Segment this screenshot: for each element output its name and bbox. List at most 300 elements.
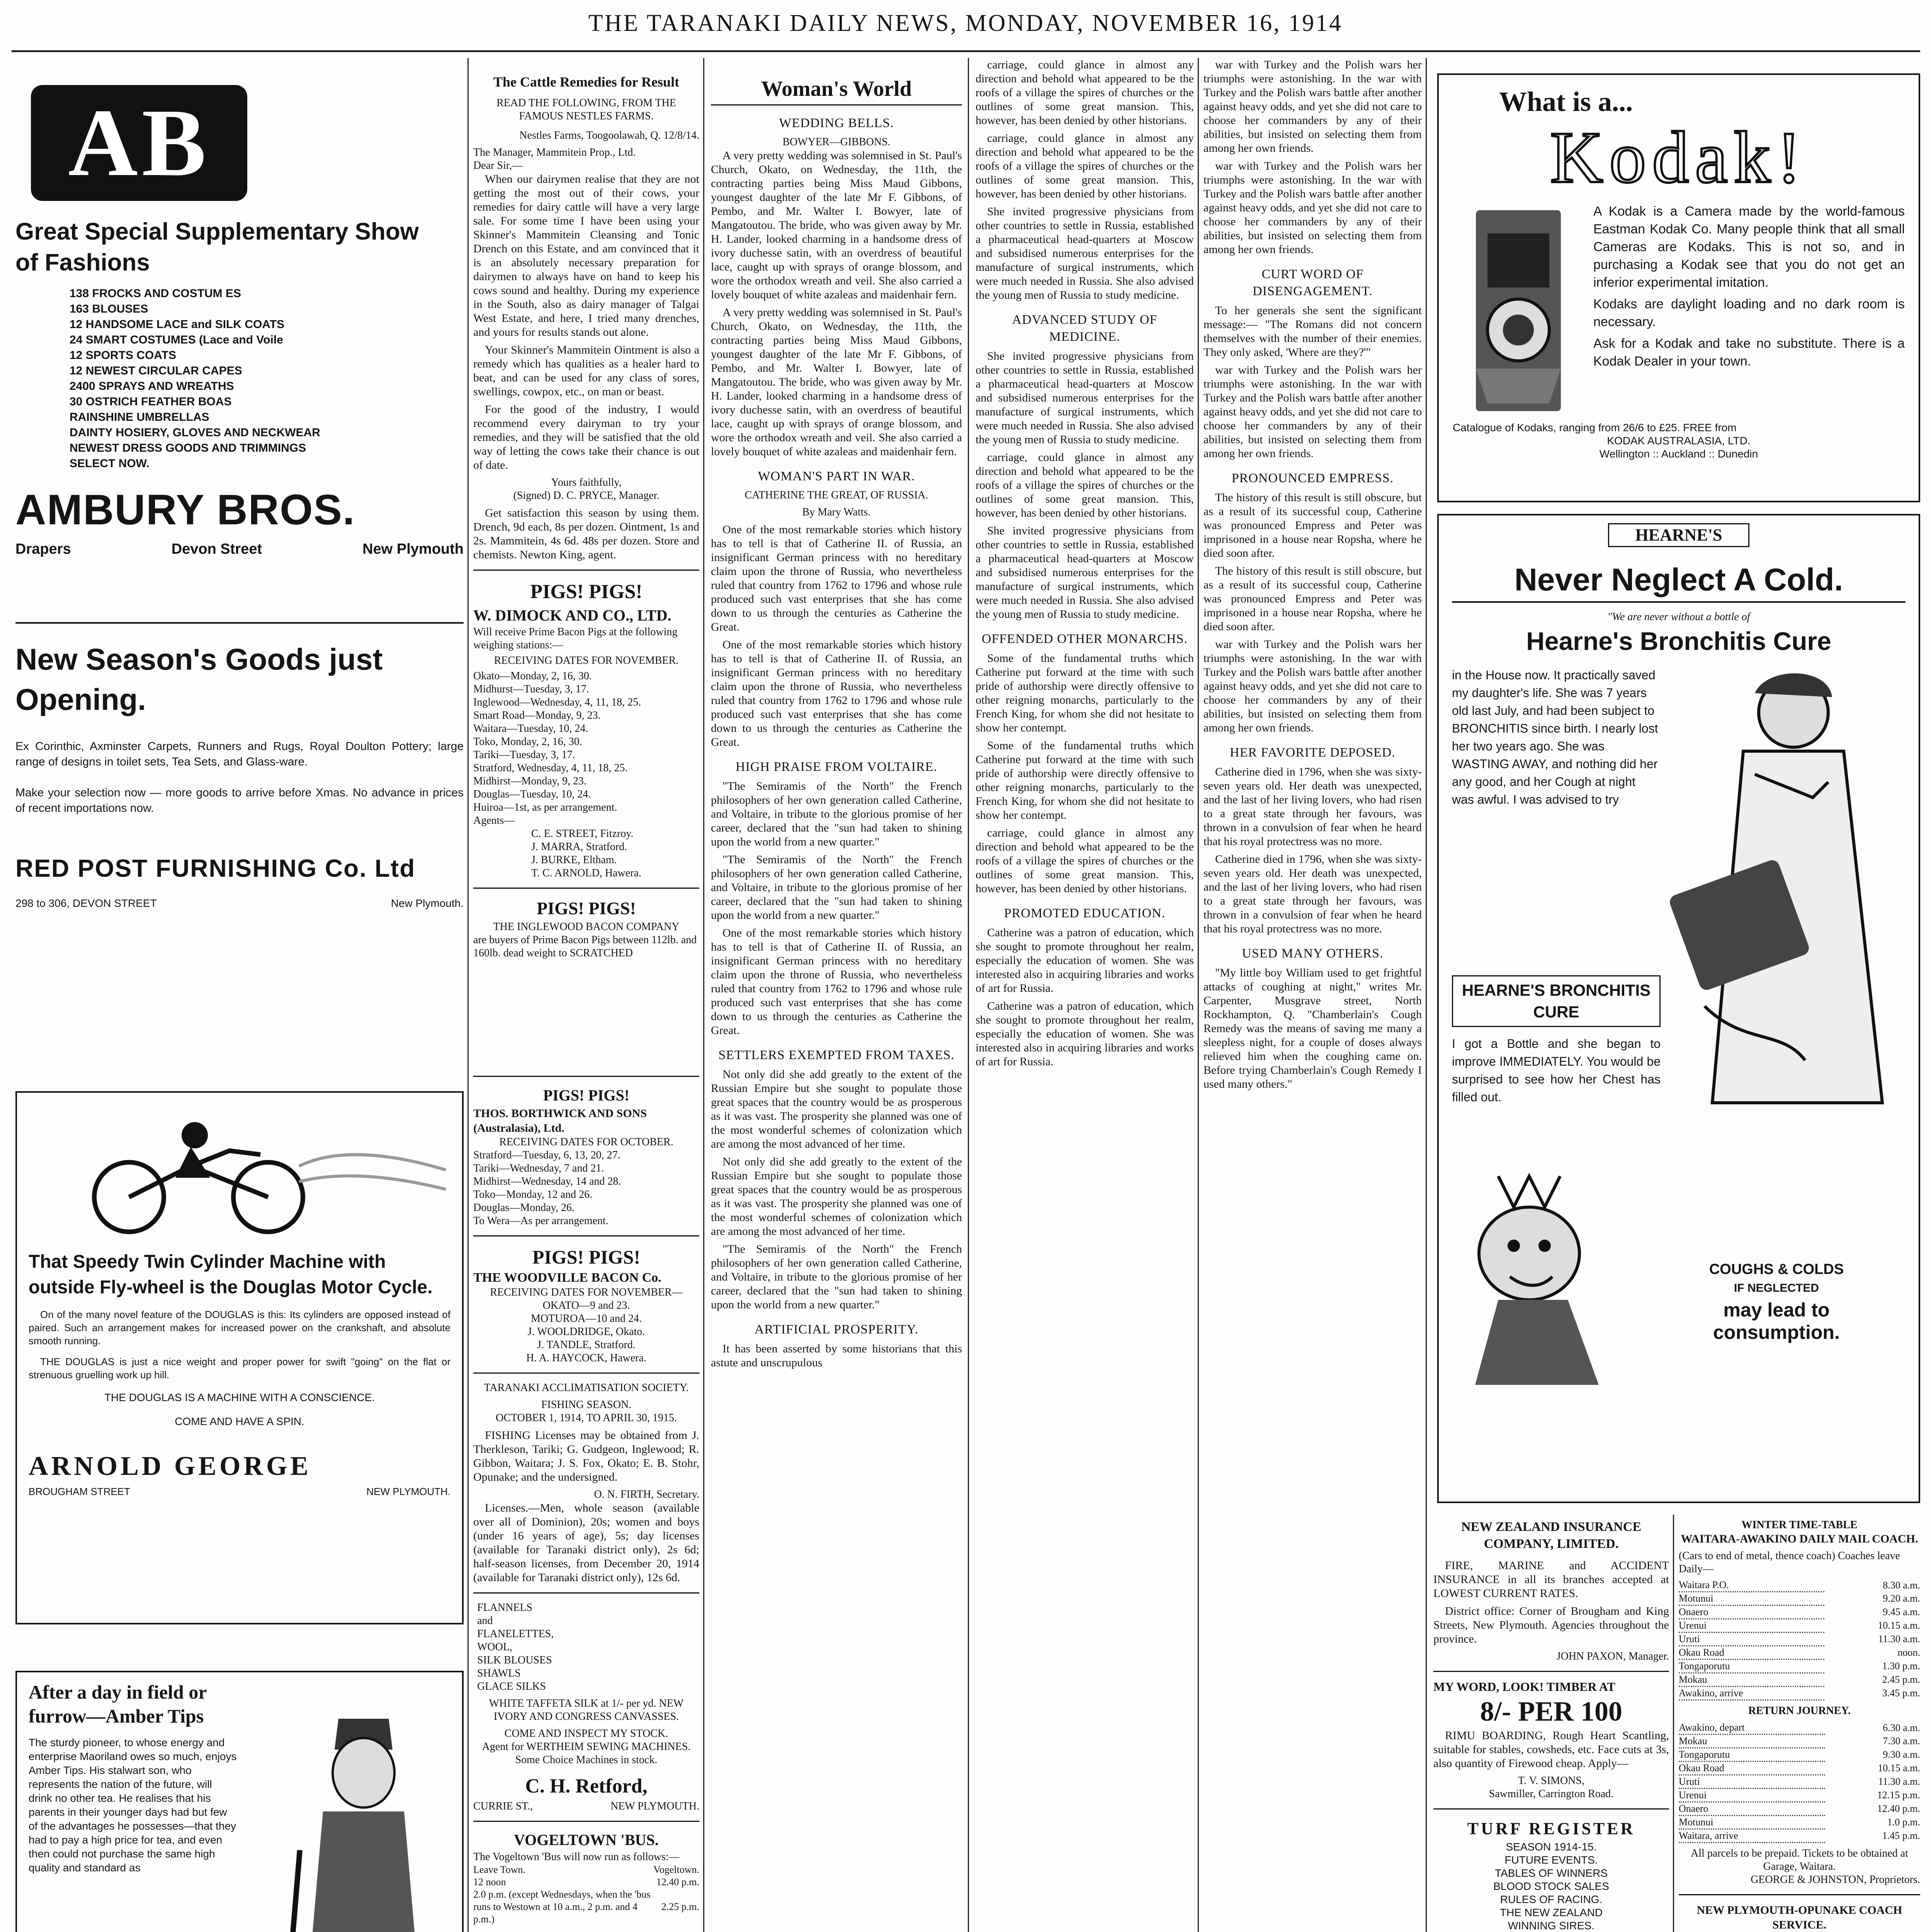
ambury-addr: Devon Street	[171, 541, 262, 557]
kodak-body: A Kodak is a Camera made by the world-famous Eastman Kodak Co. Many people think that all small Cameras are Kodaks. This is not so, and in purchasing a Kodak see that you do not get an inferior experimental imitation.	[1593, 204, 1905, 290]
section-heading: CURT WORD OF DISENGAGEMENT.	[1253, 267, 1373, 298]
table-cell: 8.30 a.m.	[1883, 1579, 1920, 1591]
table-cell: 6.30 a.m.	[1883, 1722, 1920, 1733]
table-cell: 2.0 p.m. (except Wednesdays, when the 'bus runs to Westown at 10 a.m., 2 p.m. and 4 p.m.)	[473, 1889, 651, 1925]
ab-logo-text: AB	[68, 89, 210, 196]
kodak-body: Kodaks are daylight loading and no dark room is necessary.	[1593, 297, 1905, 329]
fishing-dates: OCTOBER 1, 1914, TO APRIL 30, 1915.	[496, 1412, 677, 1424]
timber-head: MY WORD, LOOK! TIMBER AT	[1433, 1680, 1615, 1694]
arnold-addr: NEW PLYMOUTH.	[366, 1486, 450, 1497]
retford-item: FLANNELS	[477, 1602, 533, 1614]
column-2	[473, 73, 699, 1932]
womans-world-title: Woman's World	[711, 73, 962, 105]
douglas-headline: That Speedy Twin Cylinder Machine with outside Fly-wheel is the Douglas Motor Cycle.	[29, 1252, 433, 1298]
ambury-name: AMBURY BROS.	[15, 486, 355, 534]
vogeltown-body: The Vogeltown 'Bus will now run as follows:—	[473, 1851, 680, 1863]
hearnes-body: in the House now. It practically saved my daughter's life. She was 7 years old last July, and had been subject to BRONCHITIS since birth. I nearly lost her two years ago. She was WASTING AWAY, and nothing did her any good, and her Cough at night was awful. I was advised to try	[1452, 668, 1658, 806]
divider	[1679, 1894, 1920, 1895]
hearnes-box-body: I got a Bottle and she began to improve IMMEDIATELY. You would be surprised to see how her Chest has filled out.	[1452, 1037, 1661, 1104]
pigs-borthwick-advert	[473, 1085, 699, 1228]
table-cell: 11.30 a.m.	[1878, 1776, 1920, 1787]
table-row	[1679, 1605, 1920, 1619]
ab-item: 12 SPORTS COATS	[70, 349, 177, 362]
kodak-advert	[1437, 73, 1920, 502]
table-row	[1679, 1673, 1920, 1687]
fishing-body: FISHING Licenses may be obtained from J. Therkleson, Tariki; G. Gudgeon, Inglewood; R. Gibbon, Waitara; J. S. Fox, Okato; E. B. Stohr, Opunake; and the undersigned.	[473, 1429, 699, 1483]
article-para: carriage, could glance in almost any direction and behold what appeared to be the roofs of a village the spires of churches or the outlines of some great mansion. This, however, has been denied by other historians.	[976, 132, 1194, 200]
divider	[1433, 1808, 1669, 1810]
pigs-head: PIGS! PIGS!	[530, 581, 643, 603]
section-subheading: BOWYER—GIBBONS.	[782, 136, 891, 148]
column-rule	[1673, 1515, 1674, 1932]
hearnes-coughs-line: COUGHS & COLDS	[1709, 1261, 1844, 1277]
retford-silk: WHITE TAFFETA SILK at 1/- per yd. NEW IVORY AND CONGRESS CANVASSES.	[489, 1697, 684, 1723]
table-cell: Uruti	[1679, 1633, 1824, 1646]
kodak-cities: Wellington :: Auckland :: Dunedin	[1599, 448, 1758, 460]
divider	[473, 888, 699, 889]
table-row	[1679, 1802, 1920, 1816]
table-cell: 3.45 p.m.	[1882, 1687, 1920, 1699]
retford-agent: Agent for WERTHEIM SEWING MACHINES. Some Choice Machines in stock.	[482, 1741, 691, 1766]
section-heading: PROMOTED EDUCATION.	[1004, 906, 1166, 920]
hearnes-coughs-line: may lead to consumption.	[1713, 1299, 1840, 1343]
table-cell: 2.25 p.m.	[661, 1901, 699, 1912]
retford-item: FLANELETTES,	[477, 1628, 554, 1640]
timetable-route: WAITARA-AWAKINO DAILY MAIL COACH.	[1681, 1532, 1918, 1545]
table-row	[1679, 1660, 1920, 1673]
table-cell: Vogeltown.	[653, 1864, 699, 1875]
column-rule	[1426, 58, 1427, 1932]
article-para: To her generals she sent the significant message:— "The Romans did not concern themselves with the number of their enemies. They only asked, 'Where are they?'"	[1203, 304, 1422, 359]
table-cell: Tongaporutu	[1679, 1660, 1824, 1673]
table-cell: Mokau	[1679, 1673, 1824, 1687]
timetable-parcel: All parcels to be prepaid. Tickets to be obtained at Garage, Waitara.	[1691, 1847, 1908, 1872]
timetable-return-table	[1679, 1721, 1920, 1843]
ab-item: 12 HANDSOME LACE and SILK COATS	[70, 318, 285, 331]
douglas-body: On of the many novel feature of the DOUGLAS is this: Its cylinders are opposed instead of paired. Such an arrangement makes for increased power on the crankshaft, and absolute smooth running.	[29, 1309, 450, 1347]
pigs-station: MOTUROA—10 and 24.	[531, 1313, 642, 1325]
table-row	[1679, 1687, 1920, 1700]
column-4	[976, 58, 1194, 1932]
table-cell: Motunui	[1679, 1816, 1825, 1829]
hearnes-sub: "We are never without a bottle of	[1607, 611, 1750, 623]
lower-right-column-b	[1679, 1519, 1920, 1932]
table-cell: 12.40 p.m.	[656, 1876, 699, 1888]
divider	[473, 1821, 699, 1822]
pigs-station: Huiroa—1st, as per arrangement.	[473, 801, 617, 813]
lower-right-column-a	[1433, 1519, 1669, 1932]
pigs-agent: J. MARRA, Stratford.	[531, 841, 627, 853]
divider	[473, 1592, 699, 1594]
ab-item: 24 SMART COSTUMES (Lace and Voile	[70, 333, 283, 346]
table-cell: Mokau	[1679, 1735, 1825, 1748]
kodak-firm: KODAK AUSTRALASIA, LTD.	[1607, 435, 1751, 447]
table-cell: Leave Town.	[473, 1864, 525, 1875]
cattle-title: The Cattle Remedies for Result	[493, 74, 680, 90]
douglas-advert	[15, 1091, 464, 1624]
timetable-out	[1679, 1579, 1920, 1701]
table-cell: 9.30 a.m.	[1883, 1749, 1920, 1760]
timetable-return: RETURN JOURNEY.	[1748, 1705, 1851, 1717]
table-cell: Motunui	[1679, 1592, 1824, 1605]
red-post-name: RED POST FURNISHING Co. Ltd	[15, 854, 416, 882]
table-row	[1679, 1789, 1920, 1802]
fishing-licenses: Licenses.—Men, whole season (available over all of Dominion), 20s; women and boys (under 16 years of age), 5s; day licenses (available for Taranaki district only), 2s 6d; half-season licenses, from December 20, 1914 (available for Taranaki district only), 12s 6d.	[473, 1502, 699, 1584]
nz-insurance-title: NEW ZEALAND INSURANCE COMPANY, LIMITED.	[1461, 1520, 1641, 1551]
vogeltown-head: VOGELTOWN 'BUS.	[514, 1831, 659, 1849]
article-para: Catherine was a patron of education, which she sought to promote throughout her realm, especially the education of women. She was interested also in acquiring libraries and works of art for Russia.	[976, 1000, 1194, 1068]
article-para: Catherine died in 1796, when she was sixty-seven years old. Her death was unexpected, and the last of her living lovers, who had risen to a great state through her favours, was thrown in a convulsion of fear when he heard that his royal protectress was no more.	[1203, 765, 1422, 848]
ab-item: 138 FROCKS AND COSTUM ES	[70, 287, 241, 300]
table-cell: noon.	[1897, 1647, 1920, 1658]
douglas-line: THE DOUGLAS is just a nice weight and proper power for swift "going" on the flat or strenuous gruelling work up hill.	[29, 1356, 450, 1381]
table-row	[1679, 1829, 1920, 1843]
turf-line: THE NEW ZEALAND	[1499, 1906, 1603, 1918]
divider	[1433, 1671, 1669, 1672]
pigs-agent: J. BURKE, Eltham.	[531, 854, 617, 866]
article-byline: By Mary Watts.	[802, 506, 871, 518]
motorcycle-illustration	[29, 1100, 450, 1240]
pigs-lead: Will receive Prime Bacon Pigs at the following weighing stations:—	[473, 626, 678, 651]
pigs-station: Stratford, Wednesday, 4, 11, 18, 25.	[473, 762, 628, 774]
cattle-para: For the good of the industry, I would recommend every dairyman to try your remedies, and they will be satisfied that the old way of letting the cows take their chance is out of date.	[473, 403, 699, 471]
pigs-dates: RECEIVING DATES FOR NOVEMBER.	[494, 655, 679, 667]
table-row	[1679, 1619, 1920, 1633]
hearnes-box	[1452, 975, 1661, 1110]
hearnes-box-title: HEARNE'S BRONCHITIS CURE	[1452, 975, 1661, 1027]
turf-line: TABLES OF WINNERS	[1495, 1867, 1608, 1879]
pigs-agent: C. E. STREET, Fitzroy.	[531, 828, 634, 840]
pigs-head: PIGS! PIGS!	[537, 898, 636, 918]
amber-headline: After a day in field or furrow—Amber Tips	[29, 1681, 207, 1727]
timetable-title: WINTER TIME-TABLE	[1741, 1519, 1858, 1531]
article-para: The history of this result is still obscure, but as a result of its successful coup, Catherine was pronounced Empress and Peter was imprisoned in a house near Ropsha, where he died soon after.	[1203, 565, 1422, 633]
devil-illustration	[1452, 1153, 1661, 1393]
table-cell: 2.45 p.m.	[1882, 1674, 1920, 1685]
ab-item: RAINSHINE UMBRELLAS	[70, 411, 209, 423]
article-para: carriage, could glance in almost any direction and behold what appeared to be the roofs of a village the spires of churches or the outlines of some great mansion. This, however, has been denied by other historians.	[976, 827, 1194, 895]
section-heading: WOMAN'S PART IN WAR.	[758, 469, 915, 483]
retford-name: C. H. Retford,	[525, 1775, 648, 1797]
cattle-addr: Nestles Farms, Toogoolawah, Q. 12/8/14.	[519, 129, 699, 141]
column-1	[15, 73, 464, 1932]
ab-item: 30 OSTRICH FEATHER BOAS	[70, 395, 232, 408]
pigs-station: Tariki—Tuesday, 3, 17.	[473, 749, 575, 761]
fishing-notice	[473, 1381, 699, 1585]
arnold-george-name: ARNOLD GEORGE	[29, 1451, 312, 1481]
kodak-body: Ask for a Kodak and take no substitute. There is a Kodak Dealer in your town.	[1593, 336, 1905, 369]
retford-advert	[473, 1601, 699, 1813]
article-para: The history of this result is still obscure, but as a result of its successful coup, Catherine was pronounced Empress and Peter was imprisoned in a house near Ropsha, where he died soon after.	[1203, 491, 1422, 560]
pigs-agent: J. TANDLE, Stratford.	[537, 1339, 636, 1351]
pigs-station: Toko, Monday, 2, 16, 30.	[473, 736, 582, 748]
pigs-agent: H. A. HAYCOCK, Hawera.	[526, 1352, 646, 1364]
table-cell: Onaero	[1679, 1605, 1824, 1619]
table-cell: Uruti	[1679, 1775, 1825, 1789]
pigs-firm: THE INGLEWOOD BACON COMPANY	[493, 921, 680, 933]
section-heading: HER FAVORITE DEPOSED.	[1230, 745, 1396, 760]
timber-price: 8/- PER 100	[1480, 1696, 1622, 1727]
retford-addr: CURRIE ST.,	[473, 1800, 533, 1812]
turf-line: WINNING SIRES.	[1508, 1920, 1594, 1932]
hearnes-coughs	[1668, 1261, 1885, 1344]
pigs-station: To Wera—As per arrangement.	[473, 1215, 609, 1227]
table-row	[1679, 1748, 1920, 1762]
pigs-agent: J. WOOLDRIDGE, Okato.	[527, 1326, 645, 1338]
cattle-para: When our dairymen realise that they are not getting the most out of their cows, your remedies for dairy cattle will have a very large sale. For some time I have been using your Skinner's Mammitein Cleansing and Tonic Drench on this Estate, and am convinced that it is an absolutely necessary preparation for dairymen to always have on hand to keep his cows sound and healthy. During my experience in the South, also as dairy manager of Talgai West Estate, and here, I tried many drenches, and yours for results stands out alone.	[473, 173, 699, 338]
table-cell: Awakino, depart	[1679, 1721, 1825, 1735]
column-rule	[703, 58, 704, 1932]
section-subheading: CATHERINE THE GREAT, OF RUSSIA.	[745, 489, 928, 501]
table-cell: 9.20 a.m.	[1883, 1593, 1920, 1604]
article-para: Not only did she add greatly to the extent of the Russian Empire but she sought to populate those great spaces that the country would be as prosperous as it was vast. The prosperity she planned was one of the most wonderful schemes of colonization which are among the most advanced of her time.	[711, 1155, 962, 1238]
red-post-addr: New Plymouth.	[391, 897, 464, 909]
timber-addr: Sawmiller, Carrington Road.	[1489, 1788, 1614, 1800]
column-rule	[968, 58, 969, 1932]
masthead-rule	[12, 50, 1920, 52]
table-cell: 1.45 p.m.	[1882, 1830, 1920, 1841]
turf-register-advert	[1433, 1817, 1669, 1932]
article-para: One of the most remarkable stories which history has to tell is that of Catherine II. of Russia, an insignificant German princess with no hereditary claim upon the throne of Russia, who nevertheless ruled that country from 1762 to 1796 and whose rule produced such vast enterprises that she has come down to us through the centuries as Catherine the Great.	[711, 638, 962, 748]
pigs-station: Inglewood—Wednesday, 4, 11, 18, 25.	[473, 696, 641, 708]
amber-tips-advert	[15, 1671, 464, 1932]
table-row	[1679, 1646, 1920, 1660]
ambury-addr: Drapers	[15, 541, 71, 557]
ab-headline: Great Special Supplementary Show	[15, 218, 419, 245]
pigs-dates: RECEIVING DATES FOR OCTOBER.	[499, 1136, 673, 1148]
table-cell: Okau Road	[1679, 1646, 1824, 1660]
table-row	[1679, 1775, 1920, 1789]
hearnes-brand: HEARNE'S	[1608, 523, 1749, 547]
article-para: Not only did she add greatly to the extent of the Russian Empire but she sought to populate those great spaces that the country would be as prosperous as it was vast. The prosperity she planned was one of the most wonderful schemes of colonization which are among the most advanced of her time.	[711, 1068, 962, 1150]
red-post-body: Ex Corinthic, Axminster Carpets, Runners and Rugs, Royal Doulton Pottery; large range of designs in toilet sets, Tea Sets, and Glass-ware.	[15, 740, 464, 768]
pigs-head: PIGS! PIGS!	[543, 1087, 630, 1104]
red-post-body: Make your selection now — more goods to arrive before Xmas. No advance in prices of recent importations now.	[15, 786, 464, 815]
turf-line: SEASON 1914-15.	[1506, 1841, 1597, 1853]
pigs-inglewood-advert	[473, 896, 699, 960]
divider	[473, 1235, 699, 1236]
table-row	[1679, 1579, 1920, 1592]
red-post-addr: 298 to 306, DEVON STREET	[15, 897, 157, 909]
table-cell: Waitara, arrive	[1679, 1829, 1825, 1843]
column-rule	[467, 58, 469, 1932]
pigs-station: OKATO—9 and 23.	[542, 1299, 630, 1311]
table-cell: Onaero	[1679, 1802, 1825, 1816]
retford-item: SHAWLS	[477, 1667, 521, 1679]
retford-item: GLACE SILKS	[477, 1680, 546, 1692]
section-heading: PRONOUNCED EMPRESS.	[1231, 471, 1394, 485]
pigs-dates: RECEIVING DATES FOR NOVEMBER—	[490, 1286, 683, 1298]
cattle-sign: (Signed) D. C. PRYCE, Manager.	[513, 490, 660, 502]
kodak-wordmark: Kodak!	[1550, 117, 1807, 198]
table-cell: Awakino, arrive	[1679, 1687, 1824, 1700]
section-heading: WEDDING BELLS.	[779, 116, 894, 130]
column-5	[1203, 58, 1422, 1932]
cattle-para: Your Skinner's Mammitein Ointment is also a remedy which has qualities as a healer hard to beat, and can be used for any class of sores, swellings, cowpox, etc., on man or beast.	[473, 344, 699, 398]
divider	[473, 1372, 699, 1374]
ab-logo	[31, 85, 247, 201]
pigs-firm: THE WOODVILLE BACON Co.	[473, 1270, 661, 1285]
fishing-title: TARANAKI ACCLIMATISATION SOCIETY.	[484, 1382, 689, 1394]
article-para: war with Turkey and the Polish wars her triumphs were astonishing. In the war with Turkey and the Polish wars battle after another against heavy odds, and yet she did not care to choose her commanders by any of their abilities, but insisted on selecting them from among her own friends.	[1203, 364, 1422, 460]
pigs-dimock-advert	[473, 578, 699, 880]
timber-body: RIMU BOARDING, Rough Heart Scantling, suitable for stables, cowsheds, etc. Face cuts at 3s, also quantity of Firewood cheap. Apply—	[1433, 1729, 1669, 1770]
article-para: carriage, could glance in almost any direction and behold what appeared to be the roofs of a village the spires of churches or the outlines of some great mansion. This, however, has been denied by other historians.	[976, 451, 1194, 519]
article-para: war with Turkey and the Polish wars her triumphs were astonishing. In the war with Turkey and the Polish wars battle after another against heavy odds, and yet she did not care to choose her commanders by any of their abilities, but insisted on selecting them from among her own friends.	[1203, 160, 1422, 256]
turf-line: BLOOD STOCK SALES	[1493, 1880, 1609, 1892]
article-para: She invited progressive physicians from other countries to settle in Russia, established a pharmaceutical head-quarters at Moscow and subsidised numerous enterprises for the manufacture of surgical instruments, which were much needed in Russia. She also advised the young men of Russia to study medicine.	[976, 350, 1194, 446]
timber-advert	[1433, 1680, 1669, 1801]
ab-item: NEWEST DRESS GOODS AND TRIMMINGS	[70, 442, 306, 454]
divider	[473, 570, 699, 571]
nz-insurance-body: FIRE, MARINE and ACCIDENT INSURANCE in all its branches accepted at LOWEST CURRENT RATES.	[1433, 1559, 1669, 1600]
kodak-catalogue: Catalogue of Kodaks, ranging from 26/6 to £25. FREE from	[1453, 422, 1737, 434]
pioneer-illustration	[277, 1696, 450, 1932]
table-row	[473, 1876, 699, 1888]
table-cell: 1.0 p.m.	[1887, 1816, 1920, 1828]
retford-item: and	[477, 1615, 493, 1627]
red-post-advert	[15, 639, 464, 1045]
pigs-station: Okato—Monday, 2, 16, 30.	[473, 670, 592, 682]
hearnes-coughs-line: IF NEGLECTED	[1734, 1282, 1819, 1294]
douglas-line: COME AND HAVE A SPIN.	[175, 1415, 304, 1427]
nz-insurance-manager: JOHN PAXON, Manager.	[1556, 1650, 1669, 1662]
article-para: war with Turkey and the Polish wars her triumphs were astonishing. In the war with Turkey and the Polish wars battle after another against heavy odds, and yet she did not care to choose her commanders by any of their abilities, but insisted on selecting them from among her own friends.	[1203, 58, 1422, 155]
timetable-firm: GEORGE & JOHNSTON, Proprietors.	[1751, 1874, 1920, 1886]
pigs-station: Midhirst—Monday, 9, 23.	[473, 775, 586, 787]
table-cell: Tongaporutu	[1679, 1748, 1825, 1762]
fishing-season: FISHING SEASON.	[541, 1399, 632, 1411]
pigs-station: Smart Road—Monday, 9, 23.	[473, 709, 601, 721]
article-para: Catherine died in 1796, when she was sixty-seven years old. Her death was unexpected, and the last of her living lovers, who had risen to a great state through her favours, was thrown in a convulsion of fear when he heard that his royal protectress was no more.	[1203, 853, 1422, 935]
pigs-woodville-advert	[473, 1244, 699, 1365]
turf-line: FUTURE EVENTS.	[1504, 1854, 1598, 1866]
column-3	[711, 73, 962, 1932]
camera-illustration	[1453, 202, 1584, 419]
section-heading: USED MANY OTHERS.	[1242, 946, 1384, 961]
table-cell: 7.30 a.m.	[1883, 1735, 1920, 1747]
article-para: "The Semiramis of the North" the French philosophers of her own generation called Catherine, and Voltaire, in tribute to the glorious promise of her career, declared that the "sun had taken to shining upon the world from a new quarter."	[711, 1243, 962, 1311]
ab-item: SELECT NOW.	[70, 457, 150, 470]
article-para: Catherine was a patron of education, which she sought to promote throughout her realm, especially the education of women. She was interested also in acquiring libraries and works of art for Russia.	[976, 926, 1194, 995]
table-row	[1679, 1762, 1920, 1775]
timber-name: T. V. SIMONS,	[1518, 1775, 1584, 1787]
divider	[15, 622, 464, 624]
ab-item: 12 NEWEST CIRCULAR CAPES	[70, 364, 242, 377]
table-cell: 1.30 p.m.	[1882, 1660, 1920, 1672]
ab-item: 163 BLOUSES	[70, 303, 148, 315]
retford-addr: NEW PLYMOUTH.	[610, 1800, 699, 1812]
cattle-remedies-advert	[473, 73, 699, 562]
article-para: carriage, could glance in almost any direction and behold what appeared to be the roofs of a village the spires of churches or the outlines of some great mansion. This, however, has been denied by other historians.	[976, 58, 1194, 127]
hearnes-advert	[1437, 514, 1920, 1503]
table-cell: 9.45 a.m.	[1883, 1606, 1920, 1617]
retford-come: COME AND INSPECT MY STOCK.	[504, 1728, 668, 1740]
table-cell: 12 noon	[473, 1876, 506, 1888]
pigs-station: Stratford—Tuesday, 6, 13, 20, 27.	[473, 1149, 620, 1161]
divider	[473, 1076, 699, 1077]
pigs-lead: are buyers of Prime Bacon Pigs between 112lb. and 160lb. dead weight to SCRATCHED	[473, 934, 697, 959]
cattle-sub: READ THE FOLLOWING, FROM THE FAMOUS NESTLES FARMS.	[496, 97, 676, 122]
table-cell: Urenui	[1679, 1619, 1824, 1633]
table-row	[1679, 1721, 1920, 1735]
table-row	[1679, 1735, 1920, 1748]
ab-headline-2: of Fashions	[15, 249, 150, 276]
red-post-headline: New Season's Goods just Opening.	[15, 642, 383, 716]
table-cell: 12.40 p.m.	[1877, 1803, 1920, 1814]
pigs-firm: THOS. BORTHWICK AND SONS (Australasia), Ltd.	[473, 1107, 647, 1134]
np-opunake-title: NEW PLYMOUTH-OPUNAKE COACH SERVICE.	[1696, 1904, 1902, 1931]
hearnes-headline: Never Neglect A Cold.	[1452, 559, 1906, 603]
article-para: Some of the fundamental truths which Catherine put forward at the time with such pride of authorship were directly offensive to other reigning monarchs, particularly to the French King, for whom she did not hesitate to show her contempt.	[976, 652, 1194, 734]
column-rule	[1198, 58, 1199, 1932]
cattle-para: Get satisfaction this season by using them. Drench, 9d each, 8s per dozen. Ointment, 1s and 2s. Mammitein, 4s 6d. 48s per dozen. Store and chemists. Newton King, agent.	[473, 507, 699, 561]
section-heading: SETTLERS EXEMPTED FROM TAXES.	[718, 1048, 955, 1062]
pigs-agents: Agents—	[473, 815, 515, 827]
table-cell: Waitara P.O.	[1679, 1579, 1824, 1592]
table-cell: Urenui	[1679, 1789, 1825, 1802]
hearnes-product: Hearne's Bronchitis Cure	[1526, 627, 1831, 655]
nz-insurance-office: District office: Corner of Brougham and King Streets, New Plymouth. Agencies throughout the province.	[1433, 1605, 1669, 1645]
turf-line: RULES OF RACING.	[1500, 1893, 1603, 1905]
table-row	[1679, 1816, 1920, 1829]
nz-insurance-advert	[1433, 1519, 1669, 1663]
pigs-station: Douglas—Tuesday, 10, 24.	[473, 788, 591, 800]
pigs-agent: T. C. ARNOLD, Hawera.	[531, 867, 641, 879]
section-heading: ARTIFICIAL PROSPERITY.	[754, 1322, 919, 1337]
article-para: A very pretty wedding was solemnised in St. Paul's Church, Okato, on Wednesday, the 11th, the contracting parties being Miss Maud Gibbons, youngest daughter of the late Mr F. Gibbons, of Pembo, and Mr. Walter I. Bowyer, late of Mangatoutou. The bride, who was given away by Mr. H. Lander, looked charming in a handsome dress of ivory duchesse satin, with an overdress of beautiful lace, caught up with sprays of orange blossom, and wore the orthodox wreath and veil. She also carried a lovely bouquet of white azaleas and maidenhair fern.	[711, 306, 962, 458]
ambury-addr: New Plymouth	[362, 541, 464, 557]
article-para: She invited progressive physicians from other countries to settle in Russia, established a pharmaceutical head-quarters at Moscow and subsidised numerous enterprises for the manufacture of surgical instruments, which were much needed in Russia. She also advised the young men of Russia to study medicine.	[976, 205, 1194, 301]
article-para: "The Semiramis of the North" the French philosophers of her own generation called Catherine, and Voltaire, in tribute to the glorious promise of her career, declared that the "sun had taken to shining upon the world from a new quarter."	[711, 853, 962, 922]
nurse-illustration	[1666, 658, 1906, 1161]
pigs-station: Douglas—Monday, 26.	[473, 1202, 575, 1214]
article-para: One of the most remarkable stories which history has to tell is that of Catherine II. of Russia, an insignificant German princess with no hereditary claim upon the throne of Russia, who nevertheless ruled that country from 1762 to 1796 and whose rule produced such vast enterprises that she has come down to us through the centuries as Catherine the Great.	[711, 523, 962, 633]
ab-item: 2400 SPRAYS AND WREATHS	[70, 380, 234, 393]
pigs-station: Tariki—Wednesday, 7 and 21.	[473, 1162, 604, 1174]
table-cell: 10.15 a.m.	[1878, 1620, 1920, 1631]
article-para: war with Turkey and the Polish wars her triumphs were astonishing. In the war with Turkey and the Polish wars battle after another against heavy odds, and yet she did not care to choose her commanders by any of their abilities, but insisted on selecting them from among her own friends.	[1203, 638, 1422, 734]
article-para: "My little boy William used to get frightful attacks of coughing at night," writes Mr. Carpenter, Musgrave street, North Rockhampton, Q. "Chamberlain's Cough Remedy was the means of saving me many a sleepless night, for a couple of doses always relieved him when the coughing came on. Before trying Chamberlain's Cough Remedy I used many others."	[1203, 966, 1422, 1090]
article-para: One of the most remarkable stories which history has to tell is that of Catherine II. of Russia, an insignificant German princess with no hereditary claim upon the throne of Russia, who nevertheless ruled that country from 1762 to 1796 and whose rule produced such vast enterprises that she has come down to us through the centuries as Catherine the Great.	[711, 927, 962, 1037]
masthead: THE TARANAKI DAILY NEWS, MONDAY, NOVEMBER 16, 1914	[588, 10, 1343, 36]
pigs-station: Toko—Monday, 12 and 26.	[473, 1189, 593, 1201]
article-para: It has been asserted by some historians that this astute and unscrupulous	[711, 1342, 962, 1369]
vogeltown-bus-advert	[473, 1830, 699, 1925]
table-cell: Okau Road	[1679, 1762, 1825, 1775]
table-cell: 10.15 a.m.	[1878, 1762, 1920, 1774]
table-row	[473, 1864, 699, 1876]
table-row	[473, 1888, 699, 1925]
ambury-advert	[15, 85, 464, 611]
pigs-station: Waitara—Tuesday, 10, 24.	[473, 723, 588, 735]
section-heading: ADVANCED STUDY OF MEDICINE.	[1012, 313, 1158, 344]
section-heading: OFFENDED OTHER MONARCHS.	[981, 632, 1188, 646]
turf-title: TURF REGISTER	[1467, 1819, 1635, 1838]
pigs-firm: W. DIMOCK AND CO., LTD.	[473, 607, 671, 624]
pigs-station: Midhurst—Tuesday, 3, 17.	[473, 683, 589, 695]
kodak-title: What is a...	[1499, 86, 1633, 117]
article-para: Some of the fundamental truths which Catherine put forward at the time with such pride of authorship were directly offensive to other reigning monarchs, particularly to the French King, for whom she did not hesitate to show her contempt.	[976, 739, 1194, 821]
retford-item: SILK BLOUSES	[477, 1654, 552, 1666]
pigs-station: Midhirst—Wednesday, 14 and 28.	[473, 1175, 621, 1187]
arnold-addr: BROUGHAM STREET	[29, 1486, 130, 1497]
cattle-sign: Yours faithfully,	[551, 476, 622, 488]
table-row	[1679, 1633, 1920, 1646]
cattle-dear: Dear Sir,—	[473, 160, 523, 172]
article-para: She invited progressive physicians from other countries to settle in Russia, established a pharmaceutical head-quarters at Moscow and subsidised numerous enterprises for the manufacture of surgical instruments, which were much needed in Russia. She also advised the young men of Russia to study medicine.	[976, 524, 1194, 621]
douglas-line: THE DOUGLAS IS A MACHINE WITH A CONSCIENCE.	[104, 1391, 375, 1403]
